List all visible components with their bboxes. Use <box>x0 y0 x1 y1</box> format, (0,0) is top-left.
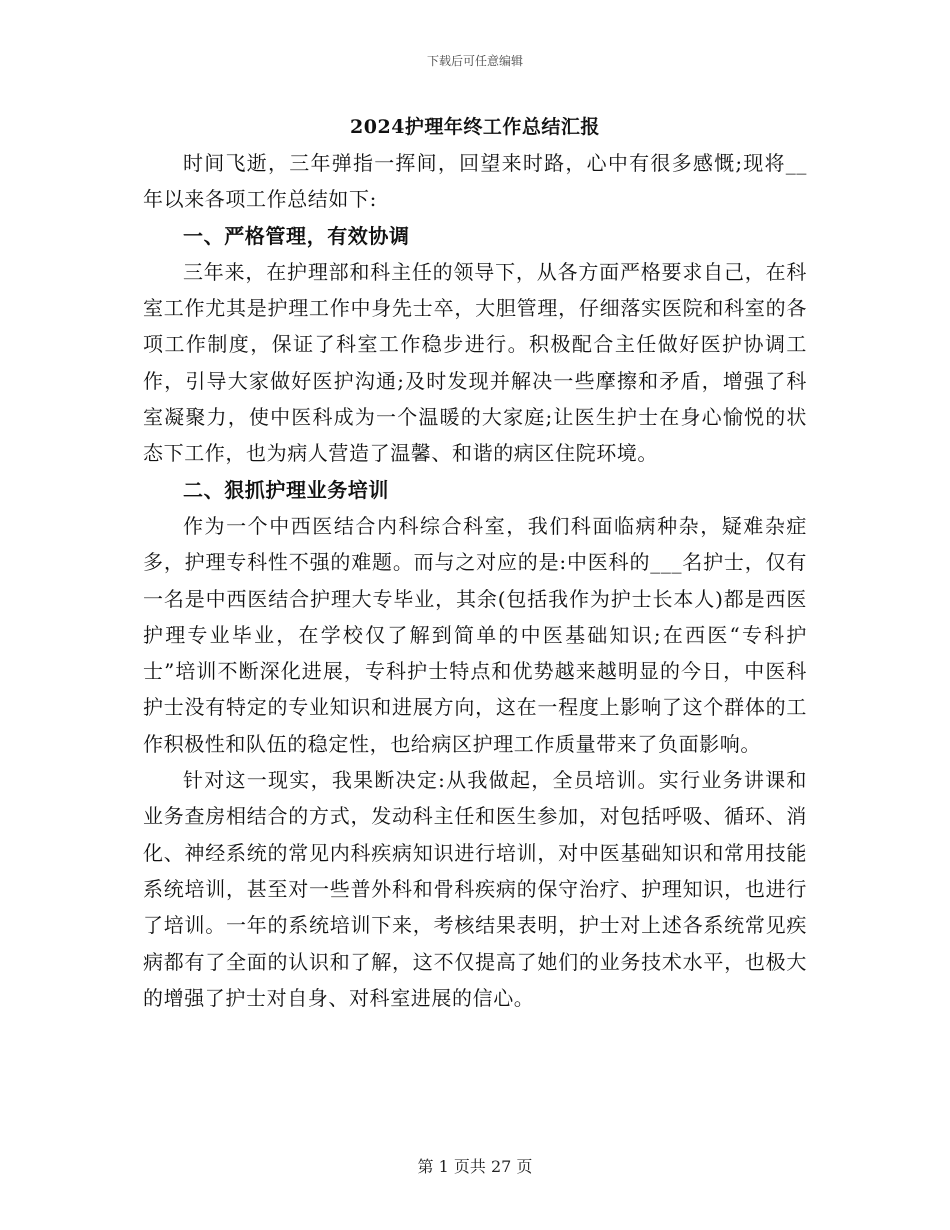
section-2-paragraph-1: 作为一个中西医结合内科综合科室，我们科面临病种杂，疑难杂症多，护理专科性不强的难题。而与之对应的是:中医科的___名护士，仅有一名是中西医结合护理大专毕业，其余(包括我作为护士长本人)都是西医护理专业毕业，在学校仅了解到简单的中医基础知识;在西医“专科护士”培训不断深化进展，专科护士特点和优势越来越明显的今日，中医科护士没有特定的专业知识和进展方向，这在一程度上影响了这个群体的工作积极性和队伍的稳定性，也给病区护理工作质量带来了负面影响。 <box>143 513 807 756</box>
document-body <box>143 145 807 1016</box>
section-2-paragraph-2: 针对这一现实，我果断决定:从我做起，全员培训。实行业务讲课和业务查房相结合的方式，发动科主任和医生参加，对包括呼吸、循环、消化、神经系统的常见内科疾病知识进行培训，对中医基础知识和常用技能系统培训，甚至对一些普外科和骨科疾病的保守治疗、护理知识，也进行了培训。一年的系统培训下来，考核结果表明，护士对上述各系统常见疾病都有了全面的认识和了解，这不仅提高了她们的业务技术水平，也极大的增强了护士对自身、对科室进展的信心。 <box>143 768 807 1010</box>
page-header-note: 下载后可任意编辑 <box>426 54 523 68</box>
section-heading-2: 二、狠抓护理业务培训 <box>183 477 389 502</box>
document-title: 2024护理年终工作总结汇报 <box>350 116 600 138</box>
section-1-paragraph: 三年来，在护理部和科主任的领导下，从各方面严格要求自己，在科室工作尤其是护理工作中身先士卒，大胆管理，仔细落实医院和科室的各项工作制度，保证了科室工作稳步进行。积极配合主任做好医护协调工作，引导大家做好医护沟通;及时发现并解决一些摩擦和矛盾，增强了科室凝聚力，使中医科成为一个温暖的大家庭;让医生护士在身心愉悦的状态下工作，也为病人营造了温馨、和谐的病区住院环境。 <box>143 259 807 466</box>
page-number-footer: 第 1 页共 27 页 <box>417 1157 533 1176</box>
intro-paragraph: 时间飞逝，三年弹指一挥间，回望来时路，心中有很多感慨;现将__年以来各项工作总结如下: <box>143 151 807 212</box>
section-heading-1: 一、严格管理，有效协调 <box>183 223 410 248</box>
